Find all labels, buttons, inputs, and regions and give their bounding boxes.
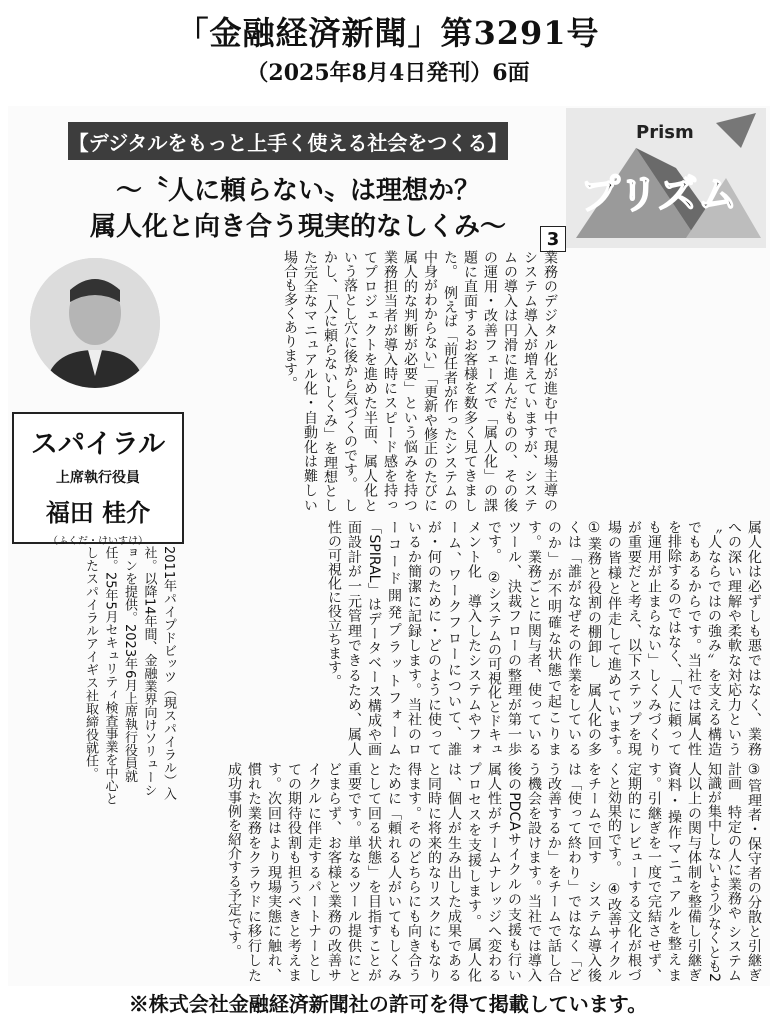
author-career: 2011年パイプドビッツ（現スパイラル）入社。以降14年間、金融業界向けソリューションを提供。2023年6月上席執行役員就任。25年5月セキュリティ検査事業を中心としたスパイラルアイギス社取締役就任。 (83, 546, 176, 805)
author-profile (12, 412, 184, 547)
article-body-top: 業務のデジタル化が進む中で現場主導のシステム導入が増えていますが、システムの導入は円滑に進んだものの、その後の運用・改善フェーズで「属人化」の課題に直面するお客様を数多く見てきました。 例えば「前任者が作ったシステムの中身がわからない」「更新や修正のたびに属人的な判断が必要」という悩みを持つ業務担当者が導入時にスピード感を持ってプロジェクトを進めた半面、属人化という落とし穴に後から気づくのです。 しかし、「人に頼らないしくみ」を理想とした完全なマニュアル化・自動化は難しい場合も多くあります。 (282, 250, 558, 512)
logo-ja: プリズム (580, 172, 738, 218)
author-company: スパイラル (30, 429, 166, 460)
headline-line-1: ～〝人に頼らない〟は理想か？ (115, 176, 480, 206)
author-role: 上席執行役員 (56, 470, 140, 486)
article-clipping (8, 106, 770, 986)
author-reading: （ふくだ・けいすけ） (48, 536, 148, 547)
author-name: 福田 桂介 (45, 498, 151, 527)
newspaper-title: 「金融経済新聞」第3291号 (176, 14, 600, 52)
series-banner: 【デジタルをもっと上手く使える社会をつくる】 (68, 122, 508, 160)
logo-en: Prism (636, 122, 694, 143)
headline-line-2: 属人化と向き合う現実的なしくみ～ (89, 212, 506, 242)
article-body-bottom: ③管理者・保守者の分散と引継ぎ計画 特定の人に業務や システム知識が集中しないよう少なくとも2人以上の関与体制を整備し引継ぎ資料・操作マニュアルを整えます。引継ぎを一度で完結させず、定期的にレビューする文化が根づくと効果的です。 ④改善サイクルをチームで回す システム導入後は「使って終わり」ではなく「どう改善するか」をチームで話し合う機会を設けます。当社では導入後のPDCAサイクルの支援も行い属人性がチームナレッジへ変わるプロセスを支援します。 属人化は、個人が生み出した成果であると同時に将来的なリスクにもなり得ます。そのどちらにも向き合うために「頼れる人がいてもしくみとして回る状態」を目指すことが重要です。単なるツール提供にとどまらず、お客様と業務の改善サイクルに伴走するパートナーとしての期待役割も担うべきと考えます。次回はより現場実態に触れ、慣れた業務をクラウドに移行した成功事例を紹介する予定です。 (226, 762, 762, 982)
permission-note: ※株式会社金融経済新聞社の許可を得て掲載しています。 (128, 992, 648, 1016)
issue-date: （2025年8月4日発刊）6面 (246, 60, 530, 86)
author-photo (30, 258, 160, 388)
prism-logo (566, 108, 766, 248)
series-number: 3 (540, 226, 566, 252)
article-body-middle: 属人化は必ずしも悪ではなく、業務への深い理解や柔軟な対応力という〝人ならではの強み〟を支える構造でもあるからです。当社では属人性を排除するのではなく、「人に頼っても運用が止まらない」しくみづくりが重要だと考え、以下ステップを現場の皆様と伴走して進めています。 ①業務と役割の棚卸し 属人化の多くは「誰がなぜその作業をしているのか」が不明確な状態で起こります。業務ごとに関与者、使っているツール、決裁フローの整理が第一歩です。 ②システムの可視化とドキュメント化 導入したシステムやフォーム、ワークフローについて、誰が・何のために・どのように使っているか簡潔に記録します。当社のローコード開発プラットフォーム「SPIRAL」はデータベース構成や画面設計が一元管理できるため、属人性の可視化に役立ちます。 (326, 520, 762, 756)
